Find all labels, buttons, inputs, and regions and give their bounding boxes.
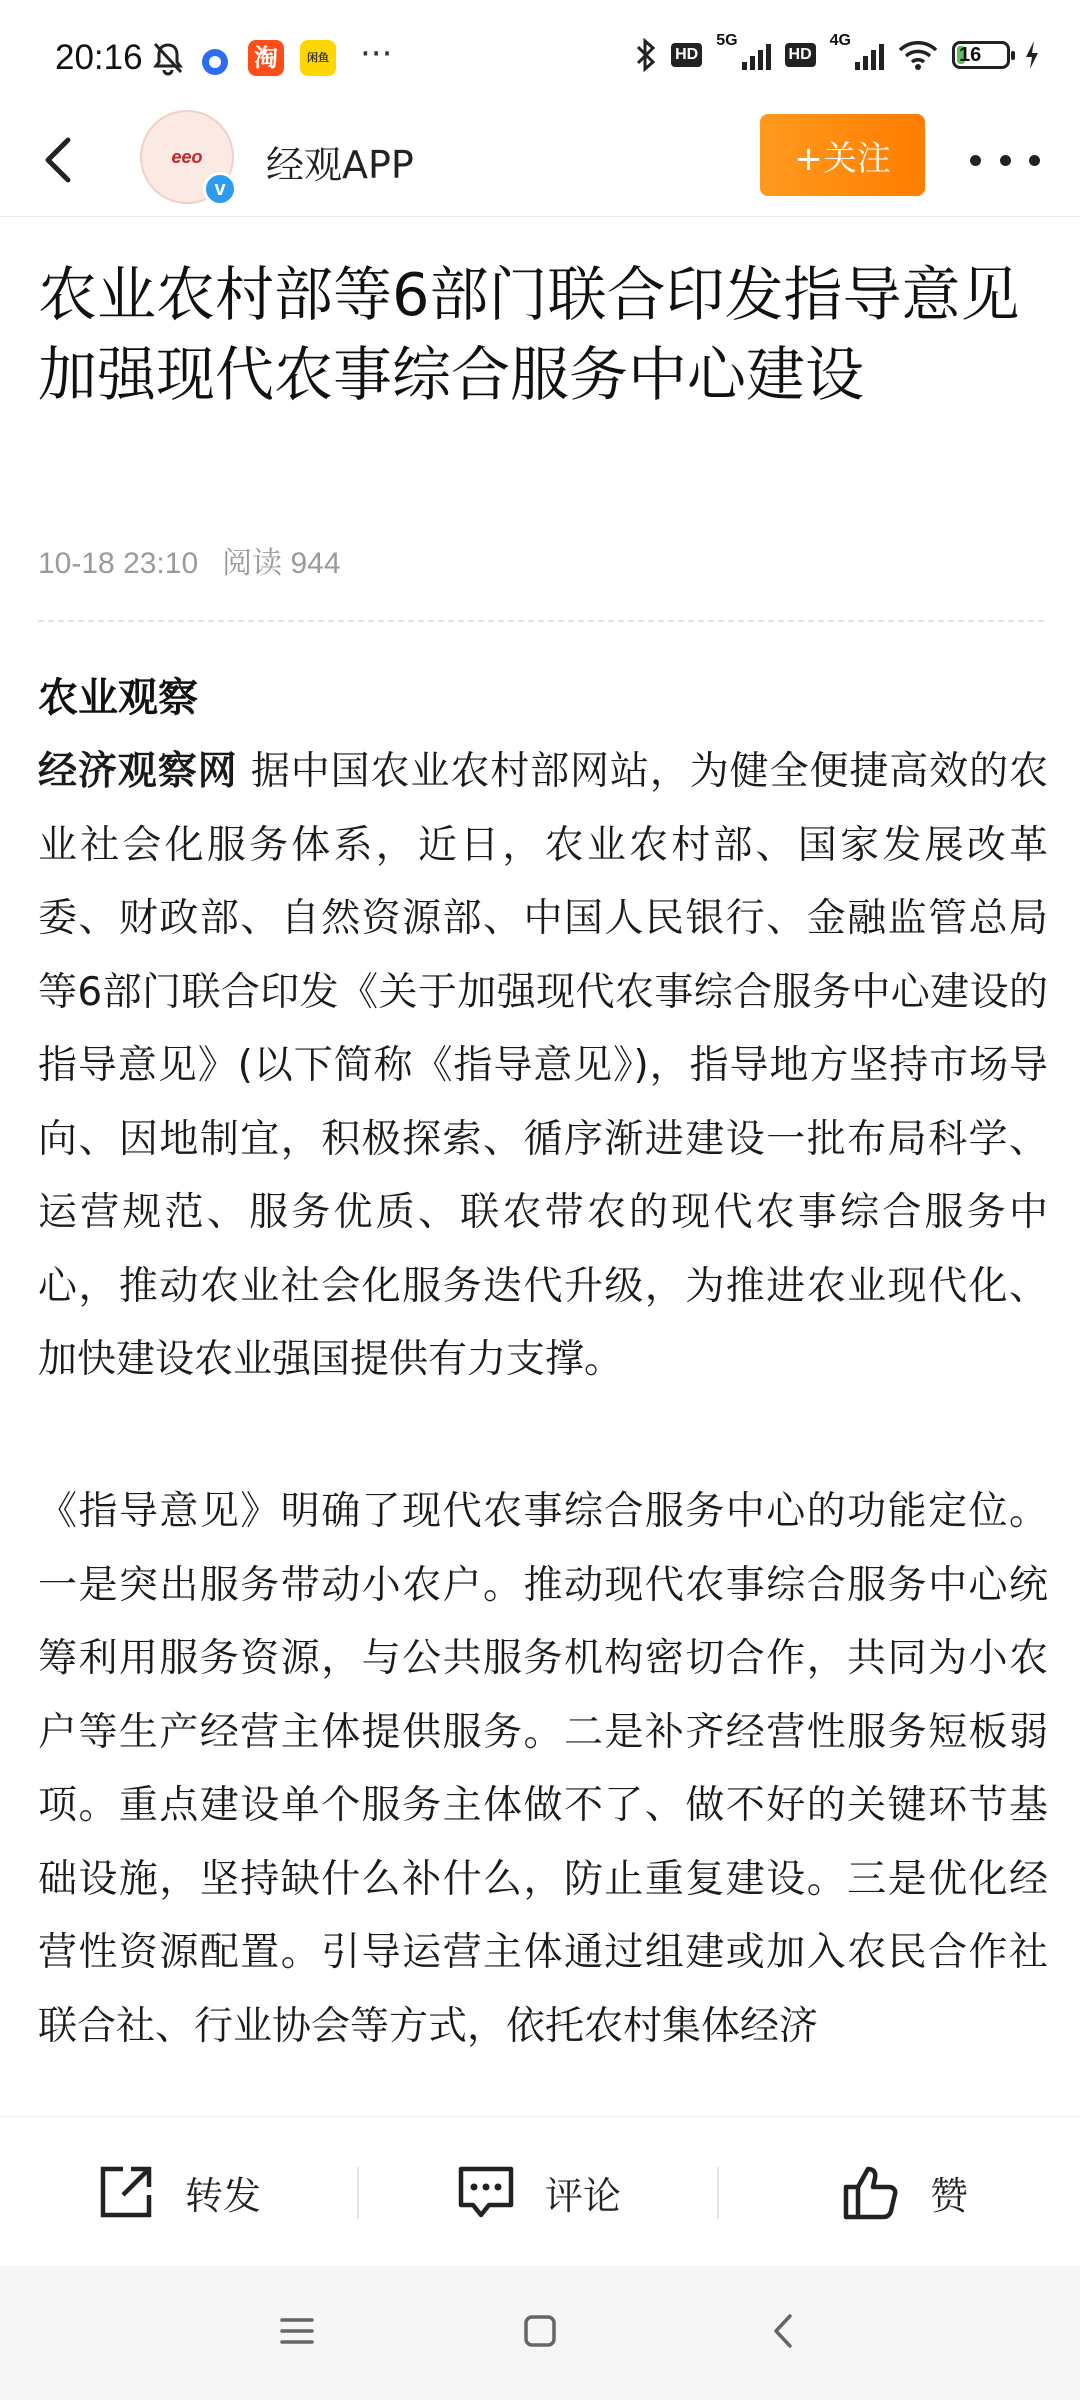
dot-icon: [1000, 155, 1011, 166]
hd-badge: HD: [671, 43, 702, 67]
divider: [38, 620, 1044, 622]
share-icon: [95, 2161, 157, 2223]
home-icon[interactable]: [515, 2306, 565, 2356]
read-count: 阅读 944: [222, 547, 341, 580]
section-label: 农业观察: [38, 675, 198, 721]
bluetooth-icon: [635, 38, 657, 72]
signal-icon-2: [855, 40, 884, 70]
app-notification-icon: [200, 44, 230, 80]
xianyu-app-icon: 闲鱼: [300, 40, 336, 76]
paragraph-text: 据中国农业农村部网站，为健全便捷高效的农业社会化服务体系，近日，农业农村部、国家发展改革委、财政部、自然资源部、中国人民银行、金融监管总局等6部门联合印发《关于加强现代农事综合服务中心建设的指导意见》(以下简称《指导意见》)，指导地方坚持市场导向、因地制宜，积极探索、循序渐进建设一批布局科学、运营规范、服务优质、联农带农的现代农事综合服务中心，推动农业社会化服务迭代升级，为推进农业现代化、加快建设农业强国提供有力支撑。: [38, 749, 1048, 1382]
article-title: 农业农村部等6部门联合印发指导意见加强现代农事综合服务中心建设: [38, 260, 1020, 409]
account-name[interactable]: 经观APP: [266, 143, 414, 187]
network-5g-label: 5G: [716, 32, 738, 49]
article-action-bar: [0, 2116, 1080, 2267]
like-button[interactable]: [840, 2157, 968, 2227]
lead-source: 经济观察网: [38, 749, 238, 794]
dot-icon: [970, 155, 981, 166]
share-label: 转发: [185, 2173, 262, 2218]
comment-icon: [455, 2161, 517, 2223]
follow-button[interactable]: +关注: [760, 114, 925, 196]
hd-badge-2: HD: [785, 43, 816, 67]
like-label: 赞: [930, 2173, 969, 2218]
menu-icon[interactable]: [272, 2306, 322, 2356]
article-paragraph: [38, 735, 1048, 1397]
status-time: 20:16: [55, 38, 143, 77]
network-4g-label: 4G: [829, 32, 851, 49]
signal-icon: [742, 40, 771, 70]
wifi-icon: [898, 39, 938, 71]
article-meta: [38, 538, 341, 582]
divider: [357, 2167, 359, 2219]
article-paragraph: 《指导意见》明确了现代农事综合服务中心的功能定位。一是突出服务带动小农户。推动现代农事综合服务中心统筹利用服务资源，与公共服务机构密切合作，共同为小农户等生产经营主体提供服务。二是补齐经营性服务短板弱项。重点建设单个服务主体做不了、做不好的关键环节基础设施，坚持缺什么补什么，防止重复建设。三是优化经营性资源配置。引导运营主体通过组建或加入农民合作社联合社、行业协会等方式，依托农村集体经济: [38, 1489, 1048, 2049]
dot-icon: [1029, 155, 1040, 166]
share-button[interactable]: [95, 2157, 261, 2227]
mute-bell-icon: [150, 40, 186, 76]
back-nav-icon[interactable]: [760, 2306, 810, 2356]
status-bar: [0, 0, 1080, 110]
system-nav-bar: [0, 2266, 1080, 2400]
back-button[interactable]: [30, 130, 90, 190]
taobao-app-icon: 淘: [248, 40, 284, 76]
more-options-button[interactable]: [970, 140, 1040, 180]
battery-icon: 16: [952, 41, 1010, 69]
status-icons: [635, 32, 1040, 72]
publisher-logo: eeo: [171, 146, 203, 167]
publish-date: 10-18 23:10: [38, 547, 199, 580]
comment-label: 评论: [545, 2173, 622, 2218]
article-header: [0, 110, 1080, 217]
charging-icon: [1024, 40, 1040, 70]
verified-icon: v: [203, 172, 237, 206]
divider: [717, 2167, 719, 2219]
more-notifications-icon: ···: [360, 34, 393, 74]
comment-button[interactable]: [455, 2157, 621, 2227]
thumbs-up-icon: [840, 2161, 902, 2223]
